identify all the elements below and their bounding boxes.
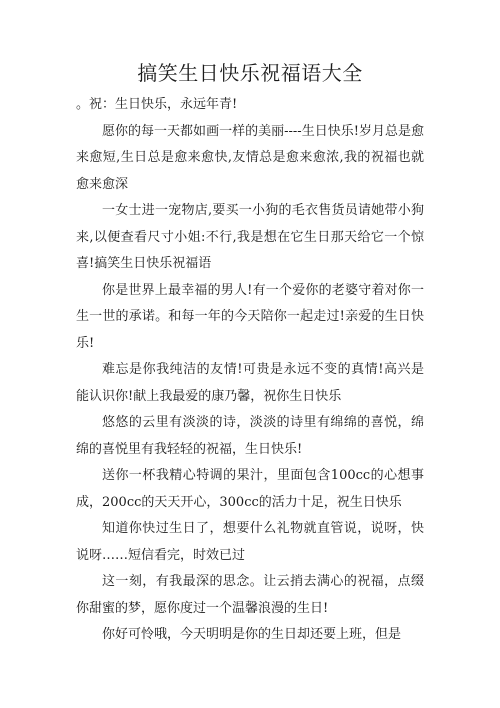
paragraph-4: 你是世界上最幸福的男人!有一个爱你的老婆守着对你一生一世的承诺。和每一年的今天陪你一起走过!亲爱的生日快乐! [76, 282, 424, 351]
paragraph-8: 知道你快过生日了，想要什么礼物就直管说，说呀，快说呀……短信看完，时效已过 [76, 521, 424, 563]
paragraph-7: 送你一杯我精心特调的果汁，里面包含100cc的心想事成，200cc的天天开心，300cc的活力十足，祝生日快乐 [76, 468, 424, 510]
paragraph-1: 。祝：生日快乐，永远年青! [76, 97, 238, 112]
document-title: 搞笑生日快乐祝福语大全 [137, 61, 363, 85]
document-page [76, 58, 424, 649]
paragraph-10: 你好可怜哦，今天明明是你的生日却还要上班，但是 [102, 627, 402, 642]
paragraph-5: 难忘是你我纯洁的友情!可贵是永远不变的真情!高兴是能认识你!献上我最爱的康乃馨，祝你生日快乐 [76, 362, 424, 404]
paragraph-6: 悠悠的云里有淡淡的诗，淡淡的诗里有绵绵的喜悦，绵绵的喜悦里有我轻轻的祝福，生日快乐! [76, 415, 424, 457]
paragraph-2: 愿你的每一天都如画一样的美丽----生日快乐!岁月总是愈来愈短,生日总是愈来愈快,友情总是愈来愈浓,我的祝福也就愈来愈深 [76, 123, 424, 192]
paragraph-9: 这一刻，有我最深的思念。让云捎去满心的祝福，点缀你甜蜜的梦，愿你度过一个温馨浪漫的生日! [76, 574, 424, 616]
paragraph-3: 一女士进一宠物店,要买一小狗的毛衣售货员请她带小狗来,以便查看尺寸小姐:不行,我是想在它生日那天给它一个惊喜!搞笑生日快乐祝福语 [76, 203, 424, 271]
